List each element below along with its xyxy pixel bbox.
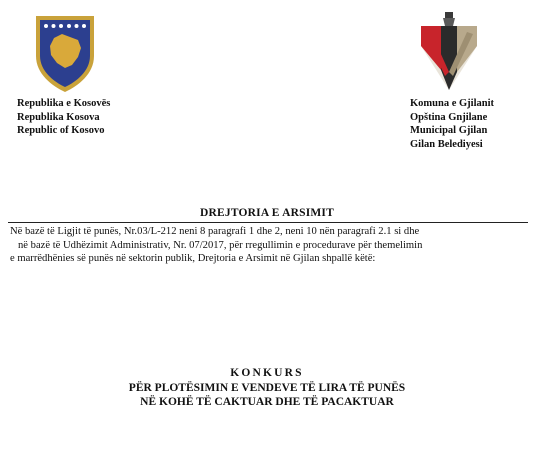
- intro-line: në bazë të Udhëzimit Administrativ, Nr. 07/2017, për rregullimin e procedurave për themelimin: [18, 239, 423, 251]
- intro-line: e marrëdhënies së punës në sektorin publik, Drejtoria e Arsimit në Gjilan shpallë këtë:: [10, 253, 376, 265]
- municipality-name-line: Komuna e Gjilanit: [410, 98, 495, 109]
- municipality-name-line: Gilan Belediyesi: [410, 138, 483, 150]
- kosovo-coat-of-arms-icon: [32, 10, 98, 94]
- government-name-line: Republic of Kosovo: [17, 125, 105, 136]
- subtitle-line: NË KOHË TË CAKTUAR DHE TË PACAKTUAR: [140, 396, 394, 408]
- department-title: DREJTORIA E ARSIMIT: [200, 207, 334, 219]
- municipality-name-line: Opština Gnjilane: [410, 111, 488, 123]
- intro-line: Në bazë të Ligjit të punës, Nr.03/L-212 neni 8 paragrafi 1 dhe 2, neni 10 nën paragrafi 2.1 si dhe: [10, 226, 420, 237]
- municipality-name-block: [410, 97, 494, 151]
- municipality-name-line: Municipal Gjilan: [410, 125, 488, 136]
- subtitle-line: PËR PLOTËSIMIN E VENDEVE TË LIRA TË PUNËS: [128, 382, 406, 394]
- government-name-line: Republika e Kosovës: [17, 98, 111, 109]
- government-name-block: [17, 97, 110, 138]
- konkurs-heading: KONKURS: [230, 367, 304, 379]
- title-divider: [8, 222, 528, 223]
- gjilan-coat-of-arms-icon: [415, 12, 483, 94]
- government-name-line: Republika Kosova: [17, 111, 100, 123]
- konkurs-subtitle: [0, 381, 534, 409]
- intro-paragraph: [10, 225, 526, 266]
